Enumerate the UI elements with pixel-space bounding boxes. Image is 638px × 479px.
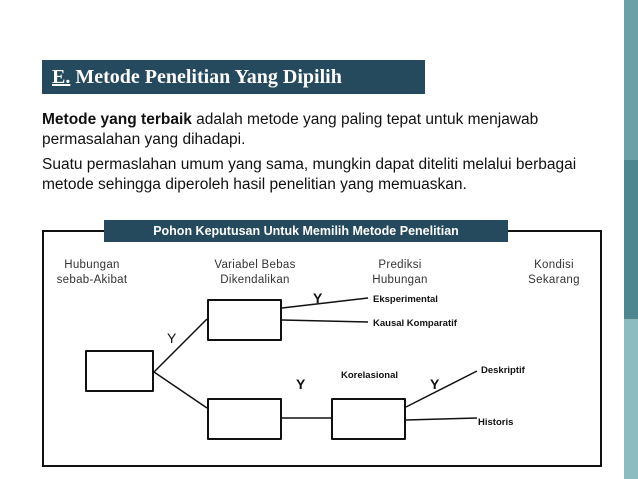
y-label: Y bbox=[167, 330, 177, 346]
y-label: Y bbox=[430, 376, 440, 392]
title-prefix: E. bbox=[52, 66, 71, 88]
column-header-line: Sekarang bbox=[528, 274, 580, 286]
diagram-banner: Pohon Keputusan Untuk Memilih Metode Penelitian bbox=[104, 220, 508, 242]
node-box-prediksi bbox=[331, 398, 406, 440]
leaf-deskriptif: Deskriptif bbox=[481, 365, 525, 376]
column-header-line: Hubungan bbox=[64, 259, 120, 271]
branch-line-eksperimental bbox=[282, 298, 368, 308]
column-header-line: Dikendalikan bbox=[220, 274, 290, 286]
root-node-box bbox=[85, 350, 154, 392]
paragraph-2: Suatu permaslahan umum yang sama, mungkin dapat diteliti melalui berbagai metode sehingga diperoleh hasil penelitian yang memuaskan. bbox=[42, 156, 577, 193]
leaf-korelasional: Korelasional bbox=[341, 370, 399, 381]
leaf-kausal-komparatif: Kausal Komparatif bbox=[373, 318, 457, 329]
title-text: Metode Penelitian Yang Dipilih bbox=[70, 66, 342, 88]
leaf-eksperimental: Eksperimental bbox=[373, 294, 438, 305]
paragraph-1-bold: Metode yang terbaik bbox=[42, 111, 192, 128]
column-header-line: Hubungan bbox=[372, 274, 428, 286]
column-header-line: Variabel Bebas bbox=[214, 259, 296, 271]
paragraph-1-rest: adalah metode yang paling tepat untuk menjawab permasalahan yang dihadapi. bbox=[42, 111, 539, 148]
branch-line-lower bbox=[154, 372, 207, 408]
y-label: Y bbox=[296, 376, 306, 392]
branch-line-kausal bbox=[282, 320, 368, 322]
y-label: Y bbox=[313, 290, 323, 306]
branch-line-historis bbox=[406, 418, 477, 420]
node-box-lower bbox=[207, 398, 282, 440]
node-box-variabel bbox=[207, 299, 282, 341]
column-header-line: sebab-Akibat bbox=[56, 274, 128, 286]
leaf-historis: Historis bbox=[478, 417, 514, 428]
branch-line-upper bbox=[154, 319, 207, 372]
column-header-line: Prediksi bbox=[378, 259, 422, 271]
column-header-line: Kondisi bbox=[534, 259, 574, 271]
branch-line-deskriptif bbox=[406, 371, 477, 407]
